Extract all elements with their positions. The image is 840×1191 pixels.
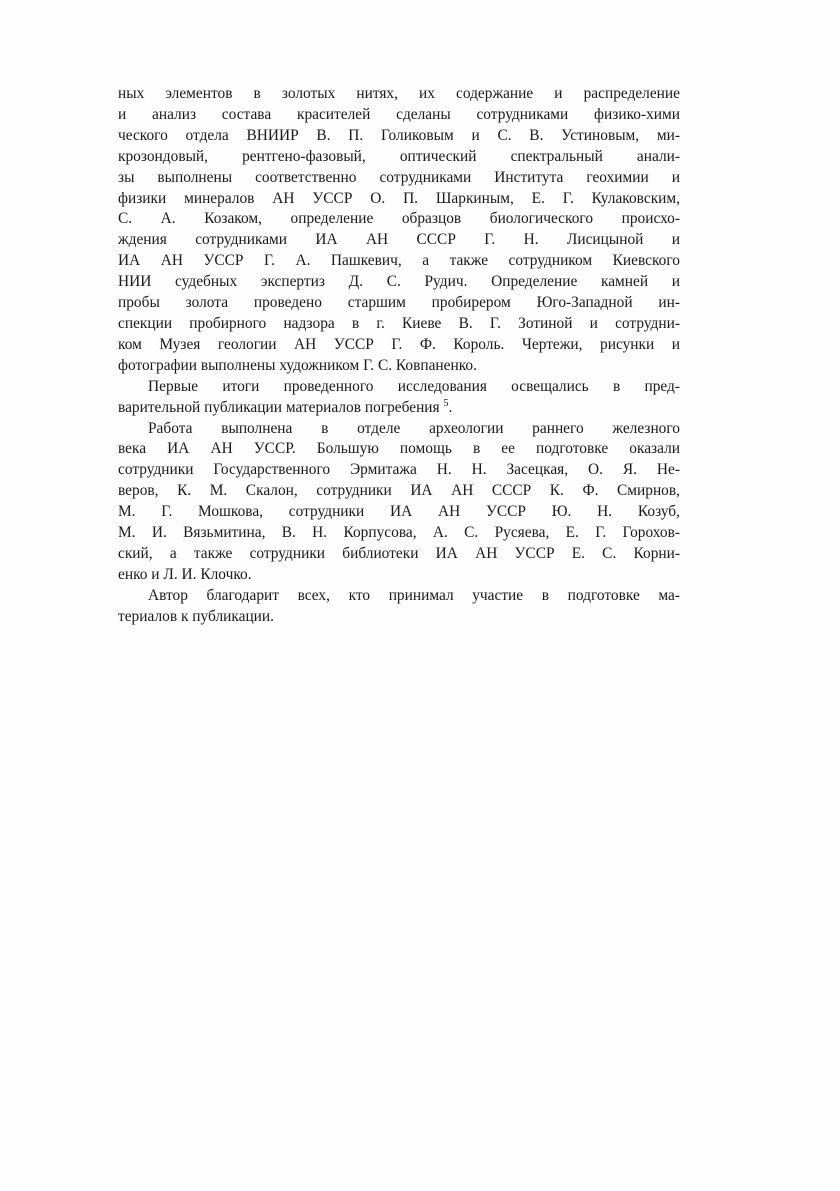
text-line (118, 398, 680, 419)
text-line: фотографии выполнены художником Г. С. Ковпаненко. (118, 356, 477, 374)
body-text (118, 84, 680, 628)
text-line: енко и Л. И. Клочко. (118, 565, 252, 583)
text-line: ждения сотрудниками ИА АН СССР Г. Н. Лисицыной и (118, 231, 680, 249)
text-line: физики минералов АН УССР О. П. Шаркиным, Е. Г. Кулаковским, (118, 189, 680, 207)
text-line: ИА АН УССР Г. А. Пашкевич, а также сотрудником Киевского (118, 252, 680, 270)
text-line: териалов к публикации. (118, 607, 274, 625)
text-line: и анализ состава красителей сделаны сотрудниками физико-хими (118, 105, 680, 123)
text-line: ский, а также сотрудники библиотеки ИА АН УССР Е. С. Корни- (118, 544, 680, 562)
text-line: пробы золота проведено старшим пробирером Юго-Западной ин- (118, 294, 680, 312)
paragraph-work-performed (118, 419, 680, 586)
footnote-marker: 5 (443, 397, 449, 409)
text-line: ных элементов в золотых нитях, их содержание и распределение (118, 85, 680, 102)
text-line-content: варительной публикации материалов погребения (118, 398, 440, 416)
text-line: ческого отдела ВНИИР В. П. Голиковым и С. В. Устиновым, ми- (118, 126, 680, 144)
text-line: М. Г. Мошкова, сотрудники ИА АН УССР Ю. Н. Козуб, (118, 503, 680, 521)
text-line: крозондовый, рентгено-фазовый, оптический спектральный анали- (118, 147, 680, 165)
paragraph-acknowledgement-analyses (118, 84, 680, 377)
text-line: спекции пробирного надзора в г. Киеве В. Г. Зотиной и сотрудни- (118, 314, 680, 332)
text-line: ком Музея геологии АН УССР Г. Ф. Король. Чертежи, рисунки и (118, 335, 680, 353)
paragraph-author-thanks (118, 586, 680, 628)
paragraph-preliminary-publication (118, 377, 680, 419)
sentence-end: . (448, 398, 453, 416)
text-line: века ИА АН УССР. Большую помощь в ее подготовке оказали (118, 440, 680, 458)
text-line: С. А. Козаком, определение образцов биологического происхо- (118, 210, 680, 228)
text-line: Работа выполнена в отделе археологии раннего железного (148, 419, 680, 437)
text-line: М. И. Вязьмитина, В. Н. Корпусова, А. С. Русяева, Е. Г. Горохов- (118, 524, 680, 542)
text-line: Первые итоги проведенного исследования освещались в пред- (148, 377, 680, 395)
text-line: зы выполнены соответственно сотрудниками Института геохимии и (118, 168, 680, 186)
text-line: веров, К. М. Скалон, сотрудники ИА АН СССР К. Ф. Смирнов, (118, 482, 680, 500)
text-line: Автор благодарит всех, кто принимал участие в подготовке ма- (148, 586, 680, 604)
text-line: НИИ судебных экспертиз Д. С. Рудич. Определение камней и (118, 273, 680, 291)
text-line: сотрудники Государственного Эрмитажа Н. Н. Засецкая, О. Я. Не- (118, 461, 680, 479)
